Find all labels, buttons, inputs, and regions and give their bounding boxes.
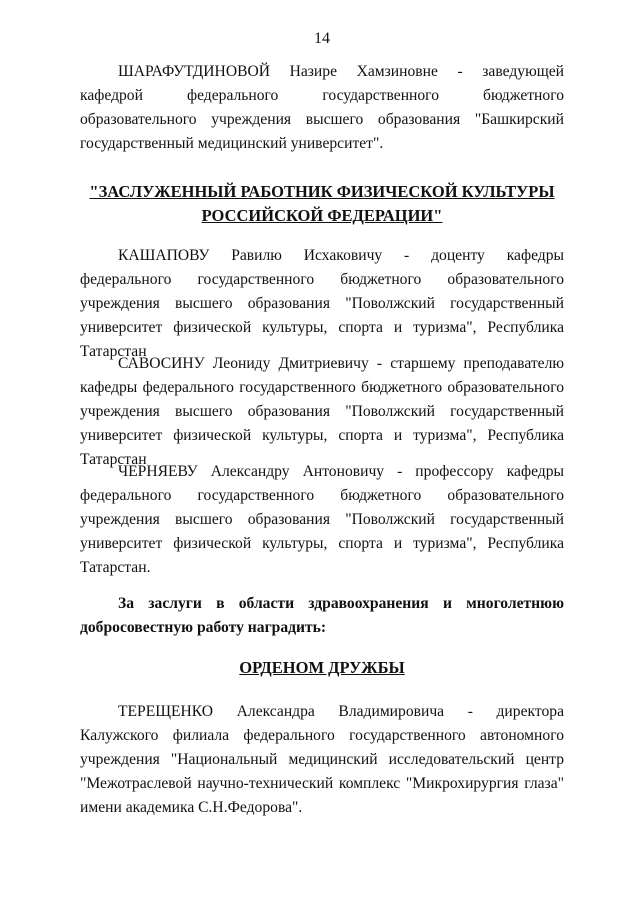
award-paragraph-kashapov: КАШАПОВУ Равилю Исхаковичу - доценту кафедры федерального государственного бюджетного образовательного учреждения высшего образования "Поволжский государственный университет физической культуры, спорта и туризма", Республика Татарстан — [80, 247, 564, 360]
award-decree-statement: За заслуги в области здравоохранения и многолетнюю добросовестную работу наградить: — [80, 595, 564, 636]
award-title-line-1: "ЗАСЛУЖЕННЫЙ РАБОТНИК ФИЗИЧЕСКОЙ КУЛЬТУРЫ — [89, 182, 555, 201]
award-title-line-2: РОССИЙСКОЙ ФЕДЕРАЦИИ" — [201, 206, 443, 225]
award-paragraph-tereshchenko: ТЕРЕЩЕНКО Александра Владимировича - директора Калужского филиала федерального государственного автономного учреждения "Национальный медицинский исследовательский центр "Межотраслевой научно-технический комплекс "Микрохирургия глаза" имени академика С.Н.Федорова". — [80, 703, 564, 816]
award-paragraph-savosin: САВОСИНУ Леониду Дмитриевичу - старшему преподавателю кафедры федерального государственного бюджетного образовательного учреждения высшего образования "Поволжский государственный университет физической культуры, спорта и туризма", Республика Татарстан — [80, 355, 564, 468]
page-number: 14 — [314, 30, 330, 47]
award-paragraph-chernyaev: ЧЕРНЯЕВУ Александру Антоновичу - профессору кафедры федерального государственного бюджетного образовательного учреждения высшего образования "Поволжский государственный университет физической культуры, спорта и туризма", Республика Татарстан. — [80, 463, 564, 576]
award-paragraph-sharafutdinova: ШАРАФУТДИНОВОЙ Назире Хамзиновне - заведующей кафедрой федерального государственного бюджетного образовательного учреждения высшего образования "Башкирский государственный медицинский университет". — [80, 63, 564, 152]
award-title-heading — [80, 180, 564, 228]
order-heading: ОРДЕНОМ ДРУЖБЫ — [239, 658, 405, 677]
